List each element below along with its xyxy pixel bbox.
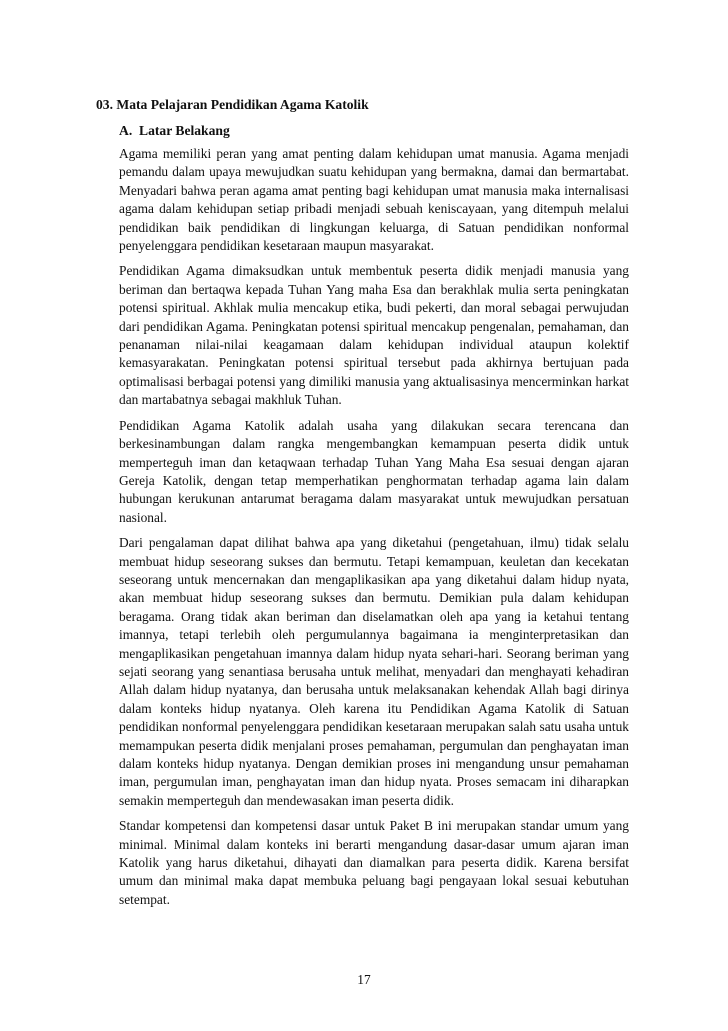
subsection-title: Latar Belakang xyxy=(139,123,230,138)
paragraph-4: Dari pengalaman dapat dilihat bahwa apa yang diketahui (pengetahuan, ilmu) tidak selalu membuat hidup seseorang sukses dan bermutu. Tetapi kemampuan, keuletan dan kecekatan seseorang untuk mencernakan dan mengaplikasikan apa yang diketahui dalam hidup nyata, akan membuat hidup seseorang sukses dan bermutu. Demikian pula dalam kehidupan beragama. Orang tidak akan beriman dan diselamatkan oleh apa yang ia ketahui tentang imannya, tetapi terlebih oleh pergumulannya bagaimana ia menginterpretasikan dan mengaplikasikan pengetahuan imannya dalam hidup nyata sehari-hari. Seorang beriman yang sejati seorang yang senantiasa berusaha untuk melihat, menyadari dan menghayati kehadiran Allah dalam hidup nyatanya, dan berusaha untuk melaksanakan kehendak Allah bagi dirinya dalam konteks hidup nyatanya. Oleh karena itu Pendidikan Agama Katolik di Satuan pendidikan nonformal penyelenggara pendidikan kesetaraan merupakan salah satu usaha untuk memampukan peserta didik menjalani proses pemahaman, pergumulan dan penghayatan iman dalam konteks hidup nyatanya. Dengan demikian proses ini mengandung unsur pemahaman iman, pergumulan iman, penghayatan iman dan hidup nyata. Proses semacam ini diharapkan semakin memperteguh dan mendewasakan iman peserta didik. xyxy=(119,535,629,808)
page-number: 17 xyxy=(357,972,371,987)
subsection-number: A. xyxy=(119,123,133,138)
section-title: 03. Mata Pelajaran Pendidikan Agama Katolik xyxy=(96,97,369,112)
paragraph-1: Agama memiliki peran yang amat penting dalam kehidupan umat manusia. Agama menjadi pemandu dalam upaya mewujudkan suatu kehidupan yang bermakna, damai dan bermartabat. Menyadari bahwa peran agama amat penting bagi kehidupan umat manusia maka internalisasi agama dalam kehidupan setiap pribadi menjadi sebuah keniscayaan, yang ditempuh melalui pendidikan baik pendidikan di lingkungan keluarga, di Satuan pendidikan nonformal penyelenggara pendidikan kesetaraan maupun masyarakat. xyxy=(119,146,629,254)
body-text xyxy=(119,145,629,916)
paragraph-2: Pendidikan Agama dimaksudkan untuk membentuk peserta didik menjadi manusia yang beriman dan bertaqwa kepada Tuhan Yang maha Esa dan berakhlak mulia serta peningkatan potensi spiritual. Akhlak mulia mencakup etika, budi pekerti, dan moral sebagai perwujudan dari pendidikan Agama. Peningkatan potensi spiritual mencakup pengenalan, pemahaman, dan penanaman nilai-nilai keagamaan dalam kehidupan individual ataupun kolektif kemasyarakatan. Peningkatan potensi spiritual tersebut pada akhirnya bertujuan pada optimalisasi berbagai potensi yang dimiliki manusia yang aktualisasinya mencerminkan harkat dan martabatnya sebagai makhluk Tuhan. xyxy=(119,263,629,408)
paragraph-5: Standar kompetensi dan kompetensi dasar untuk Paket B ini merupakan standar umum yang minimal. Minimal dalam konteks ini berarti mengandung dasar-dasar umum ajaran iman Katolik yang harus diketahui, dihayati dan diamalkan para peserta didik. Karena bersifat umum dan minimal maka dapat membuka peluang bagi pengayaan lokal sesuai kebutuhan setempat. xyxy=(119,818,629,907)
paragraph-3: Pendidikan Agama Katolik adalah usaha yang dilakukan secara terencana dan berkesinambungan dalam rangka mengembangkan kemampuan peserta didik untuk memperteguh iman dan ketaqwaan terhadap Tuhan Yang Maha Esa sesuai dengan ajaran Gereja Katolik, dengan tetap memperhatikan penghormatan terhadap agama lain dalam hubungan kerukunan antarumat beragama dalam masyarakat untuk mewujudkan persatuan nasional. xyxy=(119,417,629,525)
subsection-heading xyxy=(119,122,230,140)
